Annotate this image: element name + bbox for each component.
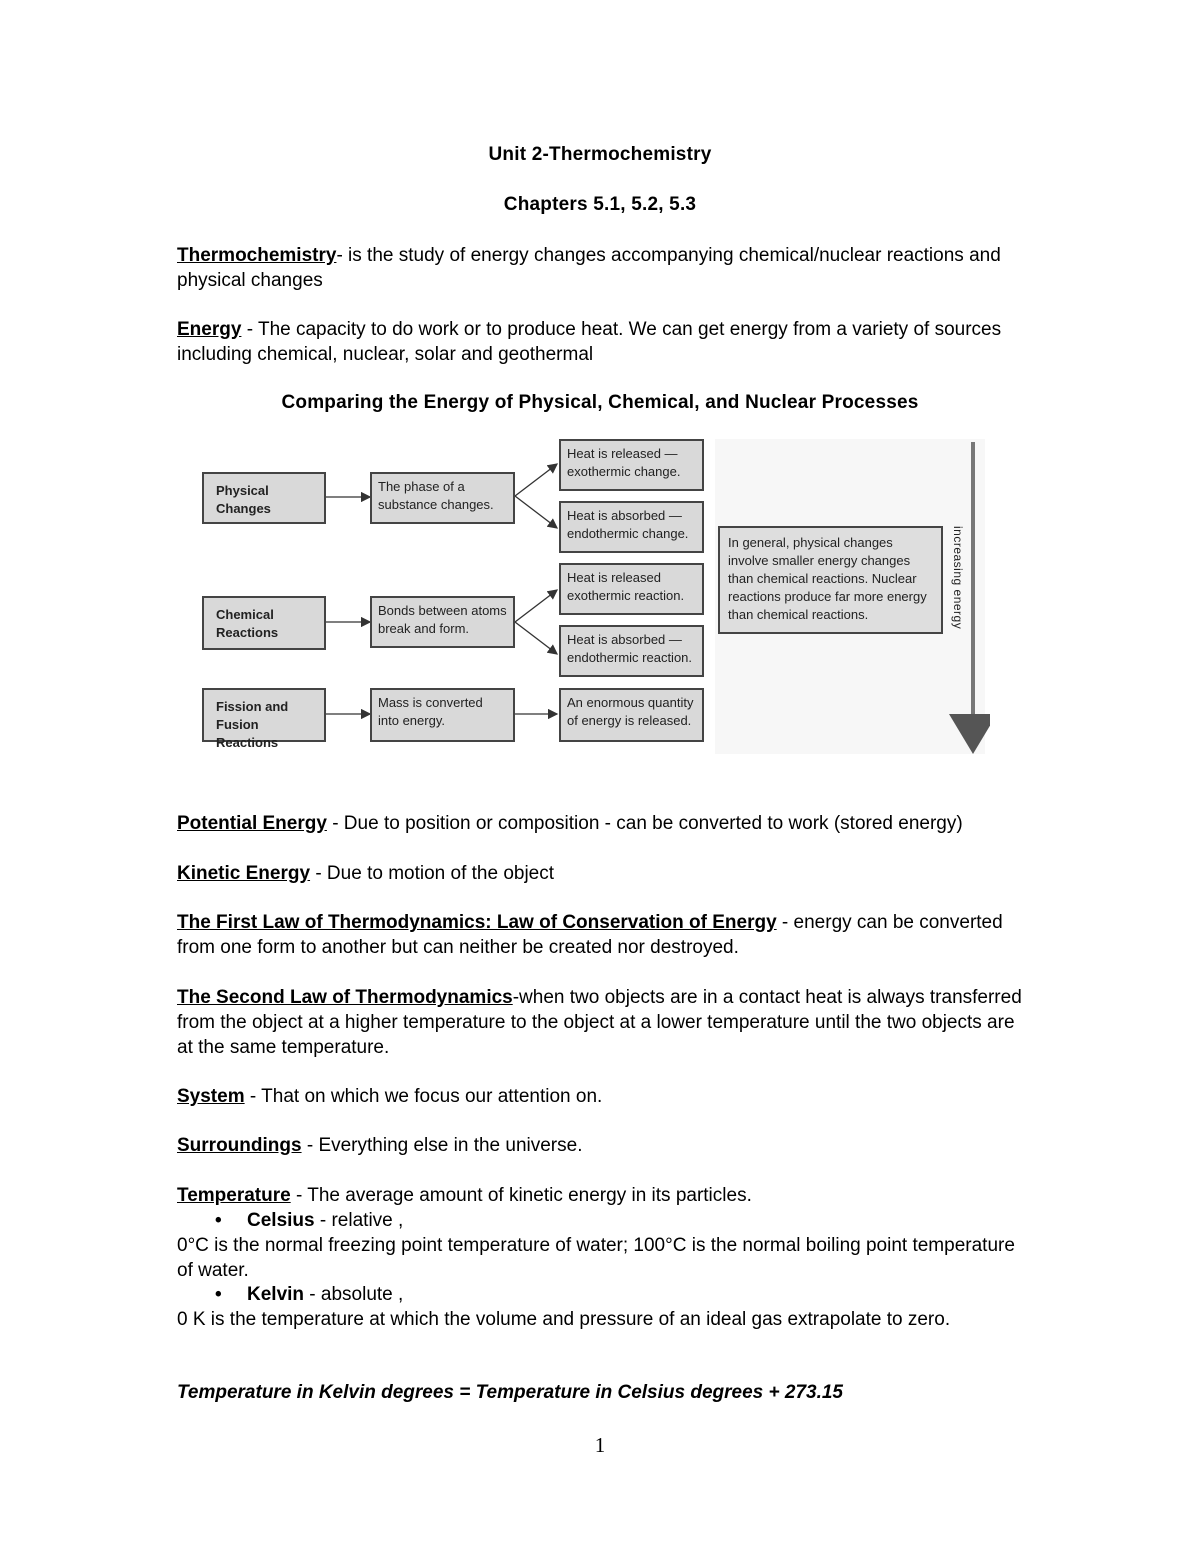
term-thermochemistry: Thermochemistry <box>177 245 337 266</box>
box-energy-note: In general, physical changes involve smaller energy changes than chemical reactions. Nuclear reactions produce far more energy than chemical reactions. <box>718 526 943 634</box>
kelvin-bullet <box>215 1282 403 1307</box>
def-surroundings: - Everything else in the universe. <box>301 1135 583 1156</box>
box-chemical-exo: Heat is released exothermic reaction. <box>559 563 704 615</box>
term-kinetic-energy: Kinetic Energy <box>177 863 311 884</box>
box-fission-fusion: Fission and Fusion Reactions <box>202 688 326 742</box>
arrow-physical-exo <box>515 464 557 496</box>
kelvin-label: Kelvin <box>247 1284 305 1305</box>
term-second-law: The Second Law of Thermodynamics <box>177 987 513 1008</box>
def-second-law: -when two objects are in a contact heat is always transferred from the object at a higher temperature to the object at a lower temperature until the two objects are at the same temperature. <box>177 987 1022 1058</box>
bullet-dot: • <box>215 1210 222 1231</box>
energy-definition <box>177 317 1027 367</box>
box-physical-desc: The phase of a substance changes. <box>370 472 515 524</box>
def-kinetic-energy: - Due to motion of the object <box>310 863 555 884</box>
box-physical-endo: Heat is absorbed — endothermic change. <box>559 501 704 553</box>
term-system: System <box>177 1086 245 1107</box>
energy-comparison-diagram <box>195 434 990 759</box>
celsius-bullet <box>215 1208 403 1233</box>
kelvin-kind: - absolute , <box>304 1284 404 1305</box>
page-number: 1 <box>594 1433 606 1457</box>
second-law-definition <box>177 985 1027 1060</box>
term-potential-energy: Potential Energy <box>177 813 327 834</box>
document-title: Unit 2-Thermochemistry <box>488 144 712 165</box>
celsius-kind: - relative , <box>314 1210 404 1231</box>
potential-energy-definition <box>177 811 1027 836</box>
term-surroundings: Surroundings <box>177 1135 302 1156</box>
chapters-heading: Chapters 5.1, 5.2, 5.3 <box>503 194 697 215</box>
term-first-law: The First Law of Thermodynamics: Law of Conservation of Energy <box>177 912 777 933</box>
box-nuclear-out: An enormous quantity of energy is released. <box>559 688 704 742</box>
arrow-chemical-endo <box>515 622 557 654</box>
arrow-chemical-exo <box>515 590 557 622</box>
temperature-definition <box>177 1183 1027 1208</box>
celsius-label: Celsius <box>247 1210 315 1231</box>
kelvin-detail: 0 K is the temperature at which the volume and pressure of an ideal gas extrapolate to zero. <box>177 1309 951 1330</box>
term-temperature: Temperature <box>177 1185 291 1206</box>
increasing-energy-label: increasing energy <box>951 526 965 630</box>
kinetic-energy-definition <box>177 861 1027 886</box>
box-physical-changes: Physical Changes <box>202 472 326 524</box>
def-thermochemistry: - is the study of energy changes accompanying chemical/nuclear reactions and physical changes <box>177 245 1001 291</box>
def-system: - That on which we focus our attention on. <box>244 1086 603 1107</box>
box-chemical-endo: Heat is absorbed — endothermic reaction. <box>559 625 704 677</box>
surroundings-definition <box>177 1133 1027 1158</box>
def-potential-energy: - Due to position or composition - can be converted to work (stored energy) <box>326 813 963 834</box>
thermochemistry-definition <box>177 243 1027 293</box>
def-temperature: - The average amount of kinetic energy in its particles. <box>290 1185 752 1206</box>
term-energy: Energy <box>177 319 242 340</box>
celsius-detail: 0°C is the normal freezing point temperature of water; 100°C is the normal boiling point temperature of water. <box>177 1235 1015 1281</box>
bullet-dot: • <box>215 1284 222 1305</box>
box-chemical-reactions: Chemical Reactions <box>202 596 326 650</box>
arrow-physical-endo <box>515 496 557 528</box>
kelvin-celsius-formula: Temperature in Kelvin degrees = Temperature in Celsius degrees + 273.15 <box>177 1382 843 1403</box>
system-definition <box>177 1084 1027 1109</box>
box-physical-exo: Heat is released — exothermic change. <box>559 439 704 491</box>
def-first-law: - energy can be converted from one form to another but can neither be created nor destroyed. <box>177 912 1003 958</box>
def-energy: - The capacity to do work or to produce heat. We can get energy from a variety of sources including chemical, nuclear, solar and geothermal <box>177 319 1002 365</box>
first-law-definition <box>177 910 1027 960</box>
box-nuclear-desc: Mass is converted into energy. <box>370 688 515 742</box>
box-chemical-desc: Bonds between atoms break and form. <box>370 596 515 648</box>
diagram-heading: Comparing the Energy of Physical, Chemical, and Nuclear Processes <box>281 392 919 413</box>
